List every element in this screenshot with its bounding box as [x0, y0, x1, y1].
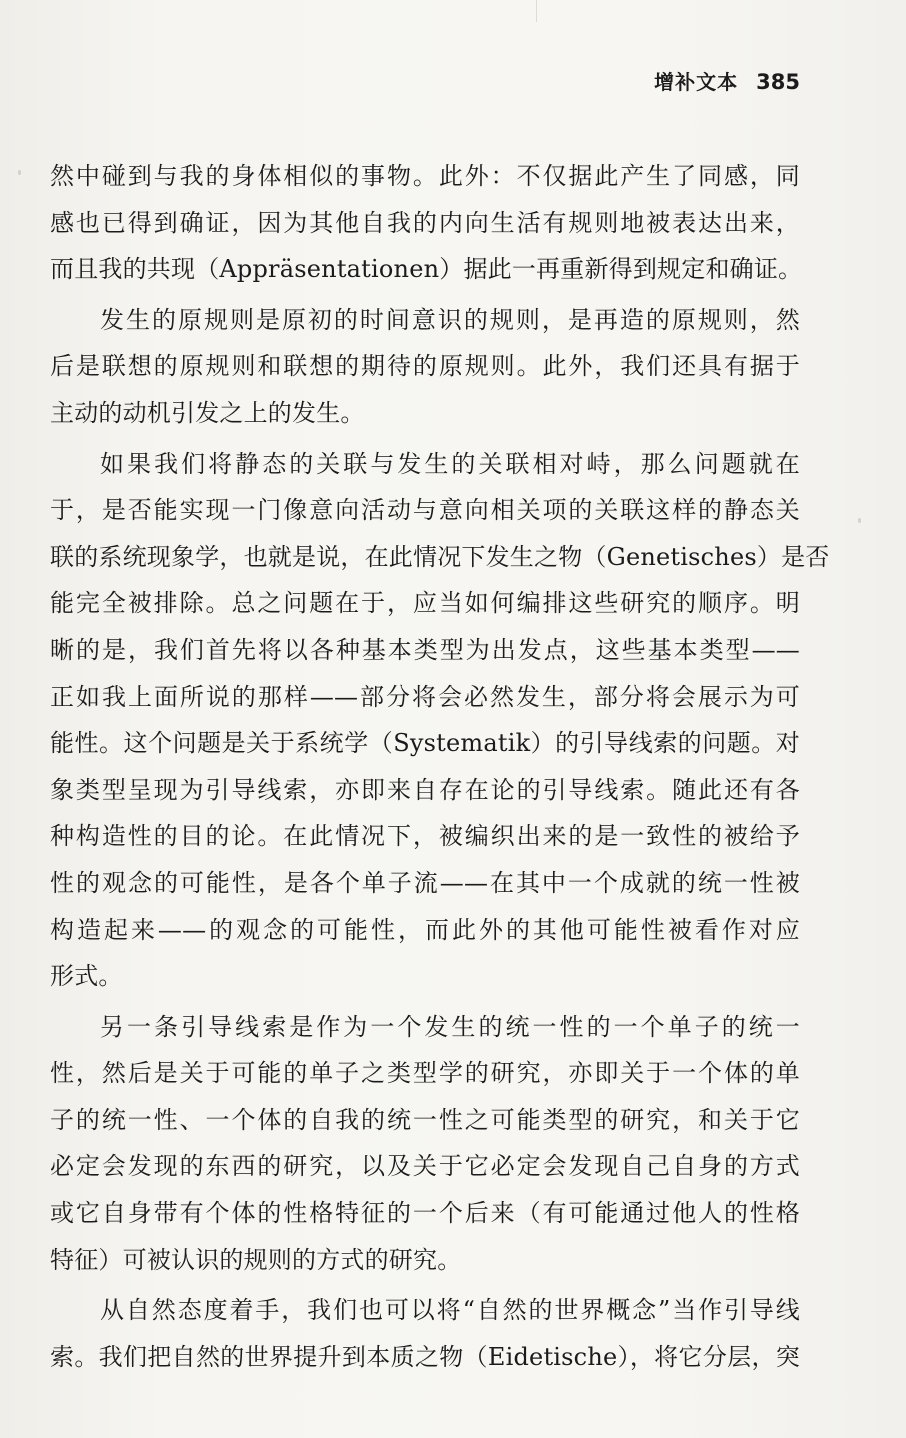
text-line: 晰的是，我们首先将以各种基本类型为出发点，这些基本类型——: [50, 635, 800, 664]
text-line: 后是联想的原规则和联想的期待的原规则。此外，我们还具有据于: [50, 352, 800, 381]
text-line: 性的观念的可能性，是各个单子流——在其中一个成就的统一性被: [50, 868, 800, 897]
text-line: 或它自身带有个体的性格特征的一个后来（有可能通过他人的性格: [50, 1199, 800, 1228]
scan-speck: [18, 170, 21, 175]
running-header: [654, 66, 800, 96]
text-line: 子的统一性、一个体的自我的统一性之可能类型的研究，和关于它: [50, 1105, 800, 1134]
page-number: 385: [756, 70, 800, 94]
text-line: 正如我上面所说的那样——部分将会必然发生，部分将会展示为可: [50, 682, 800, 711]
text-line: 必定会发现的东西的研究，以及关于它必定会发现自己自身的方式: [50, 1152, 800, 1181]
text-line: 特征）可被认识的规则的方式的研究。: [50, 1245, 462, 1274]
text-line: 主动的动机引发之上的发生。: [50, 398, 365, 427]
text-line: 而且我的共现（Appräsentationen）据此一再重新得到规定和确证。: [50, 255, 803, 284]
paragraph: [50, 153, 803, 293]
text-line: 种构造性的目的论。在此情况下，被编织出来的是一致性的被给予: [50, 822, 800, 851]
scan-speck: [858, 518, 861, 523]
text-line: 联的系统现象学，也就是说，在此情况下发生之物（Genetisches）是否: [50, 542, 830, 571]
text-line: 另一条引导线索是作为一个发生的统一性的一个单子的统一: [100, 1012, 800, 1041]
scan-artifact: [536, 0, 551, 22]
paragraph: [50, 1287, 800, 1380]
paragraph: [50, 1004, 800, 1284]
paragraph: [50, 441, 830, 1000]
running-header-title: 增补文本: [654, 70, 739, 94]
text-line: 索。我们把自然的世界提升到本质之物（Eidetische），将它分层，突: [50, 1342, 800, 1371]
text-line: 然中碰到与我的身体相似的事物。此外：不仅据此产生了同感，同: [50, 162, 800, 190]
text-line: 如果我们将静态的关联与发生的关联相对峙，那么问题就在: [100, 449, 800, 478]
text-line: 构造起来——的观念的可能性，而此外的其他可能性被看作对应: [50, 915, 800, 944]
text-line: 象类型呈现为引导线索，亦即来自存在论的引导线索。随此还有各: [50, 775, 800, 804]
text-line: 能性。这个问题是关于系统学（Systematik）的引导线索的问题。对: [50, 729, 800, 758]
text-line: 发生的原规则是原初的时间意识的规则，是再造的原规则，然: [100, 305, 800, 334]
text-line: 感也已得到确证，因为其他自我的内向生活有规则地被表达出来，: [50, 208, 800, 237]
text-line: 能完全被排除。总之问题在于，应当如何编排这些研究的顺序。明: [50, 589, 800, 618]
text-line: 于，是否能实现一门像意向活动与意向相关项的关联这样的静态关: [50, 496, 800, 525]
text-line: 形式。: [50, 962, 123, 991]
text-line: 从自然态度着手，我们也可以将“自然的世界概念”当作引导线: [100, 1296, 800, 1325]
text-line: 性，然后是关于可能的单子之类型学的研究，亦即关于一个体的单: [50, 1059, 800, 1088]
body-text: [50, 153, 830, 1380]
paragraph: [50, 297, 800, 437]
